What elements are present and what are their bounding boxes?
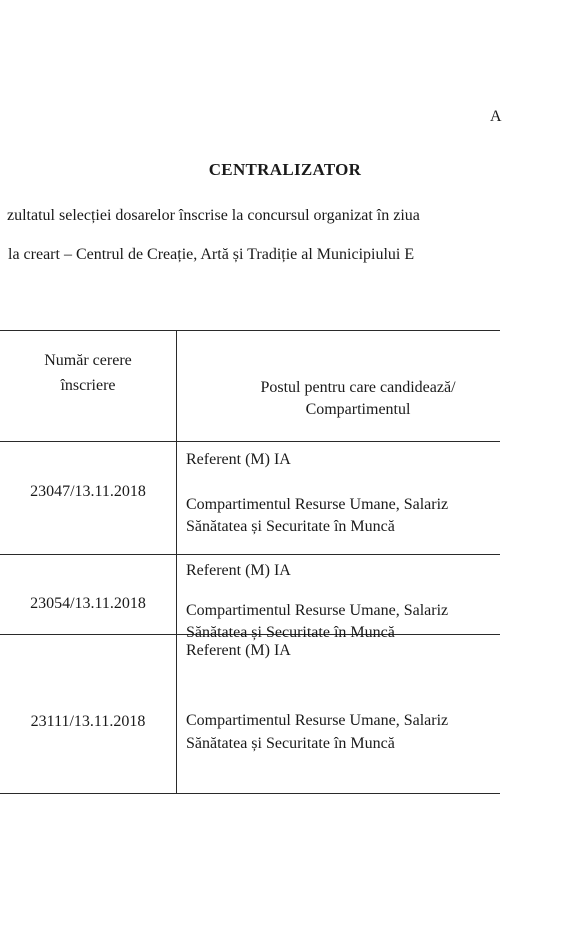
department-cell-line1: Compartimentul Resurse Umane, Salariz [186,602,449,619]
corner-annex-mark: A [490,108,502,125]
table-border-top [0,330,500,331]
department-cell-line1: Compartimentul Resurse Umane, Salariz [186,496,449,513]
intro-text-line-2: la creart – Centrul de Creație, Artă și Tradiție al Municipiului E [8,246,415,263]
header-request-number-line2: înscriere [60,377,116,394]
header-request-number-line1: Număr cerere [44,352,132,369]
department-cell-line2: Sănătatea și Securitate în Muncă [186,624,395,641]
request-number-cell: 23054/13.11.2018 [30,595,146,612]
position-cell: Referent (M) IA [186,562,291,579]
results-table [0,330,500,794]
department-cell-line2: Sănătatea și Securitate în Muncă [186,518,395,535]
table-row-divider [0,554,500,555]
header-position-line1: Postul pentru care candidează/ [260,379,456,396]
request-number-cell: 23047/13.11.2018 [30,483,146,500]
department-cell-line1: Compartimentul Resurse Umane, Salariz [186,712,449,729]
table-border-bottom [0,793,500,794]
position-cell: Referent (M) IA [186,642,291,659]
header-position-line2: Compartimentul [305,401,411,418]
table-header-divider [0,441,500,442]
table-column-divider [176,330,177,794]
department-cell-line2: Sănătatea și Securitate în Muncă [186,735,395,752]
intro-text-line-1: zultatul selecției dosarelor înscrise la concursul organizat în ziua [7,207,420,224]
position-cell: Referent (M) IA [186,451,291,468]
request-number-cell: 23111/13.11.2018 [30,713,146,730]
document-title: CENTRALIZATOR [208,160,362,179]
